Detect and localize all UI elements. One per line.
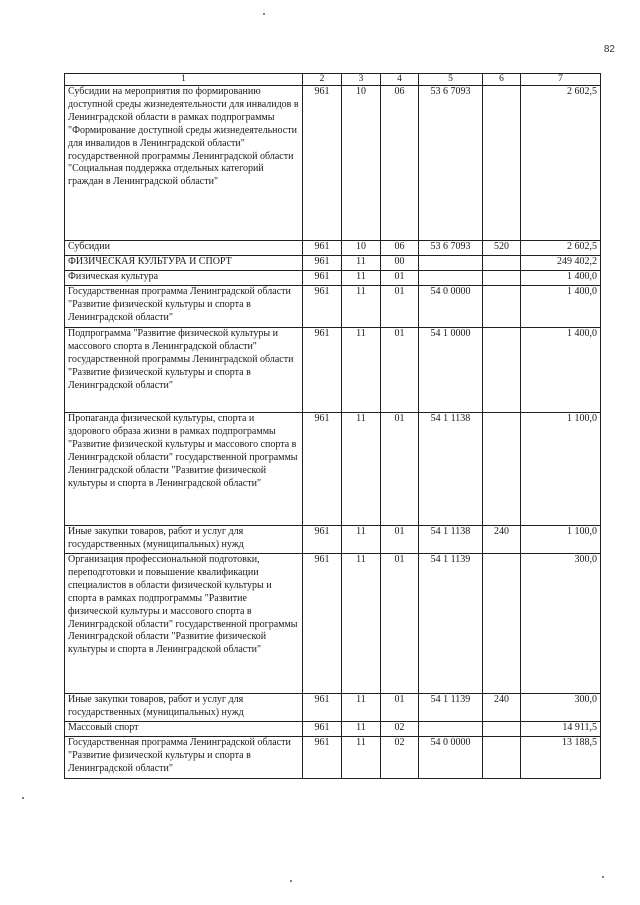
subsection-code: 01 (381, 271, 419, 286)
subsection-code: 01 (381, 413, 419, 526)
subsection-code: 01 (381, 526, 419, 554)
scan-speck (290, 880, 292, 882)
item-name: Массовый спорт (65, 722, 303, 737)
table-row (65, 722, 601, 737)
subsection-code: 06 (381, 86, 419, 241)
table-row (65, 271, 601, 286)
grbs-code: 961 (303, 286, 342, 328)
expense-type-code (483, 86, 521, 241)
column-header: 6 (483, 74, 521, 86)
table-row (65, 286, 601, 328)
table-row (65, 86, 601, 241)
section-code: 11 (342, 737, 381, 779)
expense-type-code: 240 (483, 526, 521, 554)
amount: 2 602,5 (521, 86, 601, 241)
amount: 1 100,0 (521, 413, 601, 526)
section-code: 11 (342, 286, 381, 328)
column-header: 5 (419, 74, 483, 86)
item-name: Пропаганда физической культуры, спорта и здорового образа жизни в рамках подпрограммы "Развитие физической культуры и массового спорта в Ленинградской области" государственной программы Ленинградской области "Развитие физической культуры и спорта в Ленинградской области" (65, 413, 303, 526)
page-number: 82 (603, 44, 615, 55)
section-code: 11 (342, 554, 381, 694)
item-name: Иные закупки товаров, работ и услуг для государственных (муниципальных) нужд (65, 526, 303, 554)
item-name: Субсидии (65, 241, 303, 256)
column-header: 3 (342, 74, 381, 86)
item-name: Государственная программа Ленинградской области "Развитие физической культуры и спорта в Ленинградской области" (65, 737, 303, 779)
table-header-row (65, 74, 601, 86)
item-name: Организация профессиональной подготовки, переподготовки и повышение квалификации специалистов в области физической культуры и спорта в рамках подпрограммы "Развитие физической культуры и массового спорта в Ленинградской области" государственной программы Ленинградской области "Развитие физической культуры и спорта в Ленинградской области" (65, 554, 303, 694)
grbs-code: 961 (303, 554, 342, 694)
target-article-code: 54 1 1139 (419, 694, 483, 722)
amount: 14 911,5 (521, 722, 601, 737)
table-row (65, 694, 601, 722)
item-name: Подпрограмма "Развитие физической культуры и массового спорта в Ленинградской области" государственной программы Ленинградской области "Развитие физической культуры и спорта в Ленинградской области" (65, 328, 303, 413)
item-name: Государственная программа Ленинградской области "Развитие физической культуры и спорта в Ленинградской области" (65, 286, 303, 328)
target-article-code (419, 256, 483, 271)
grbs-code: 961 (303, 241, 342, 256)
grbs-code: 961 (303, 526, 342, 554)
subsection-code: 01 (381, 554, 419, 694)
amount: 249 402,2 (521, 256, 601, 271)
target-article-code: 54 1 1139 (419, 554, 483, 694)
budget-table (64, 73, 601, 779)
target-article-code: 54 1 1138 (419, 413, 483, 526)
table-row (65, 413, 601, 526)
section-code: 11 (342, 722, 381, 737)
item-name: ФИЗИЧЕСКАЯ КУЛЬТУРА И СПОРТ (65, 256, 303, 271)
target-article-code (419, 722, 483, 737)
subsection-code: 06 (381, 241, 419, 256)
target-article-code: 54 1 1138 (419, 526, 483, 554)
item-name: Субсидии на мероприятия по формированию доступной среды жизнедеятельности для инвалидов в Ленинградской области в рамках подпрограммы "Формирование доступной среды жизнедеятельности для инвалидов в Ленинградской области" государственной программы Ленинградской области "Социальная поддержка отдельных категорий граждан в Ленинградской области" (65, 86, 303, 241)
subsection-code: 01 (381, 286, 419, 328)
amount: 1 400,0 (521, 328, 601, 413)
target-article-code: 54 0 0000 (419, 286, 483, 328)
expense-type-code (483, 256, 521, 271)
table-row (65, 737, 601, 779)
target-article-code: 53 6 7093 (419, 241, 483, 256)
grbs-code: 961 (303, 256, 342, 271)
grbs-code: 961 (303, 413, 342, 526)
grbs-code: 961 (303, 328, 342, 413)
section-code: 11 (342, 413, 381, 526)
subsection-code: 02 (381, 737, 419, 779)
section-code: 11 (342, 328, 381, 413)
expense-type-code (483, 737, 521, 779)
column-header: 4 (381, 74, 419, 86)
table-row (65, 241, 601, 256)
amount: 1 400,0 (521, 286, 601, 328)
table-row (65, 256, 601, 271)
amount: 13 188,5 (521, 737, 601, 779)
target-article-code: 54 1 0000 (419, 328, 483, 413)
expense-type-code (483, 413, 521, 526)
section-code: 11 (342, 694, 381, 722)
amount: 1 400,0 (521, 271, 601, 286)
table-row (65, 328, 601, 413)
grbs-code: 961 (303, 86, 342, 241)
table-row (65, 526, 601, 554)
subsection-code: 02 (381, 722, 419, 737)
target-article-code: 53 6 7093 (419, 86, 483, 241)
scan-speck (263, 13, 265, 15)
expense-type-code (483, 286, 521, 328)
scan-speck (602, 876, 604, 878)
section-code: 11 (342, 256, 381, 271)
grbs-code: 961 (303, 722, 342, 737)
item-name: Иные закупки товаров, работ и услуг для государственных (муниципальных) нужд (65, 694, 303, 722)
expense-type-code (483, 328, 521, 413)
expense-type-code: 520 (483, 241, 521, 256)
subsection-code: 00 (381, 256, 419, 271)
grbs-code: 961 (303, 694, 342, 722)
column-header: 1 (65, 74, 303, 86)
section-code: 11 (342, 271, 381, 286)
target-article-code: 54 0 0000 (419, 737, 483, 779)
amount: 300,0 (521, 694, 601, 722)
subsection-code: 01 (381, 328, 419, 413)
grbs-code: 961 (303, 737, 342, 779)
amount: 2 602,5 (521, 241, 601, 256)
grbs-code: 961 (303, 271, 342, 286)
expense-type-code (483, 554, 521, 694)
scan-speck (22, 797, 24, 799)
expense-type-code: 240 (483, 694, 521, 722)
subsection-code: 01 (381, 694, 419, 722)
amount: 1 100,0 (521, 526, 601, 554)
section-code: 10 (342, 86, 381, 241)
target-article-code (419, 271, 483, 286)
table-row (65, 554, 601, 694)
amount: 300,0 (521, 554, 601, 694)
expense-type-code (483, 722, 521, 737)
column-header: 2 (303, 74, 342, 86)
item-name: Физическая культура (65, 271, 303, 286)
section-code: 11 (342, 526, 381, 554)
section-code: 10 (342, 241, 381, 256)
column-header: 7 (521, 74, 601, 86)
expense-type-code (483, 271, 521, 286)
